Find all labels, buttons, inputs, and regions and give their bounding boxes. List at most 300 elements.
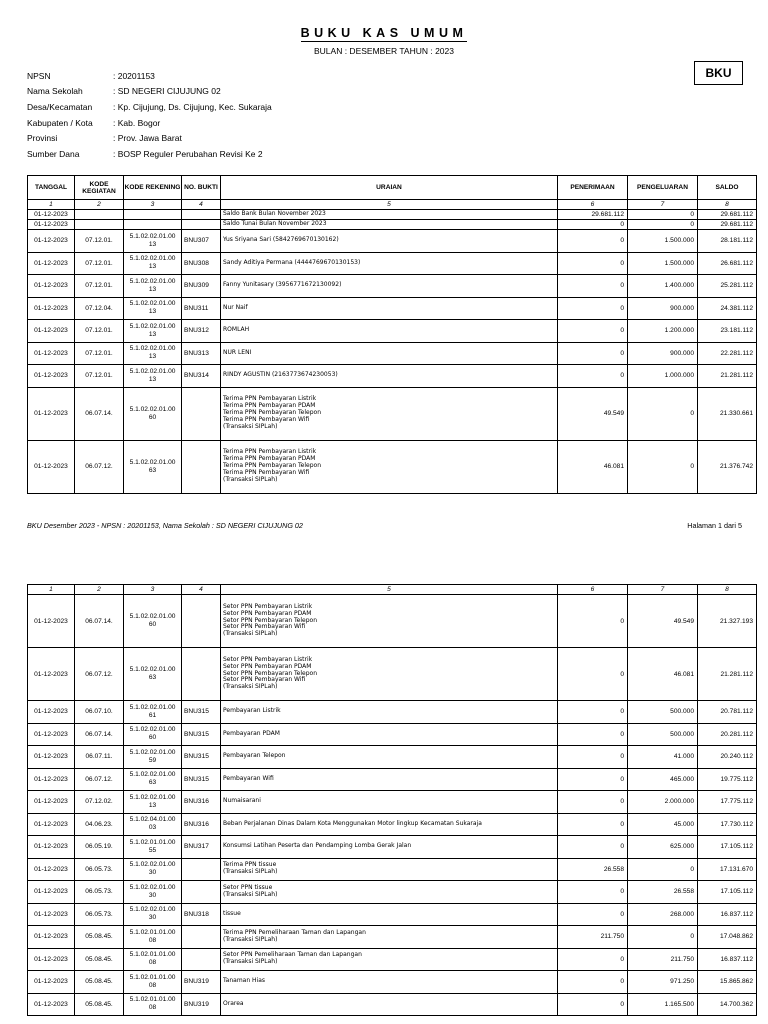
cell-kode-kegiatan: 07.12.01. <box>75 320 124 343</box>
identity-value: : Prov. Jawa Barat <box>113 133 182 144</box>
cell-kode-rekening: 5.1.02.02.01.00 61 <box>124 701 182 724</box>
cell-no-bukti <box>182 881 221 904</box>
cell-no-bukti: BNU316 <box>182 791 221 814</box>
col-header-kode-rekening: KODE REKENING <box>124 176 182 200</box>
cell-tanggal: 01-12-2023 <box>28 881 75 904</box>
table-row <box>28 813 757 836</box>
cell-penerimaan: 0 <box>558 971 628 994</box>
cell-kode-rekening: 5.1.02.02.01.00 13 <box>124 365 182 388</box>
cell-no-bukti: BNU319 <box>182 993 221 1016</box>
col-number: 3 <box>124 585 182 595</box>
cell-no-bukti: BNU309 <box>182 275 221 298</box>
page-footer <box>27 521 742 530</box>
cell-saldo: 17.730.112 <box>698 813 757 836</box>
table-row <box>28 230 757 253</box>
cell-no-bukti <box>182 948 221 971</box>
cell-uraian: Terima PPN Pembayaran Listrik Terima PPN Pembayaran PDAM Terima PPN Pembayaran Telepon Terima PPN Pembayaran Wifi (Transaksi SIPLah) <box>221 387 558 440</box>
cell-kode-rekening: 5.1.02.02.01.00 30 <box>124 881 182 904</box>
table-row <box>28 387 757 440</box>
ledger-table-page-2 <box>27 584 757 1016</box>
table-header-row <box>28 176 757 200</box>
cell-penerimaan: 29.681.112 <box>558 210 628 220</box>
table-row <box>28 746 757 769</box>
cell-kode-rekening: 5.1.02.02.01.00 13 <box>124 320 182 343</box>
cell-penerimaan: 0 <box>558 648 628 701</box>
cell-tanggal: 01-12-2023 <box>28 210 75 220</box>
cell-kode-kegiatan: 06.07.12. <box>75 768 124 791</box>
cell-penerimaan: 49.549 <box>558 387 628 440</box>
cell-saldo: 21.330.661 <box>698 387 757 440</box>
cell-saldo: 21.327.193 <box>698 595 757 648</box>
cell-saldo: 17.105.112 <box>698 881 757 904</box>
cell-tanggal: 01-12-2023 <box>28 768 75 791</box>
cell-uraian: tissue <box>221 903 558 926</box>
cell-saldo: 29.681.112 <box>698 220 757 230</box>
table-row <box>28 723 757 746</box>
cell-kode-kegiatan: 06.07.14. <box>75 723 124 746</box>
cell-kode-rekening: 5.1.02.02.01.00 13 <box>124 252 182 275</box>
cell-no-bukti <box>182 648 221 701</box>
cell-kode-rekening <box>124 210 182 220</box>
cell-saldo: 17.131.670 <box>698 858 757 881</box>
identity-value: : 20201153 <box>113 70 155 81</box>
cell-pengeluaran: 500.000 <box>628 723 698 746</box>
cell-pengeluaran: 45.000 <box>628 813 698 836</box>
document-subtitle: BULAN : DESEMBER TAHUN : 2023 <box>314 46 454 56</box>
table-row <box>28 210 757 220</box>
cell-penerimaan: 0 <box>558 297 628 320</box>
cell-kode-rekening: 5.1.02.02.01.00 13 <box>124 297 182 320</box>
cell-uraian: ROMLAH <box>221 320 558 343</box>
cell-no-bukti: BNU319 <box>182 971 221 994</box>
table-row <box>28 926 757 949</box>
col-number: 2 <box>75 200 124 210</box>
cell-pengeluaran: 1.500.000 <box>628 252 698 275</box>
cell-kode-rekening <box>124 220 182 230</box>
cell-no-bukti <box>182 858 221 881</box>
table-row <box>28 701 757 724</box>
cell-kode-kegiatan: 06.05.19. <box>75 836 124 859</box>
cell-kode-kegiatan: 07.12.01. <box>75 275 124 298</box>
cell-saldo: 20.781.112 <box>698 701 757 724</box>
cell-pengeluaran: 1.000.000 <box>628 365 698 388</box>
identity-label: Desa/Kecamatan <box>27 101 93 112</box>
cell-penerimaan: 0 <box>558 275 628 298</box>
col-number: 7 <box>628 585 698 595</box>
table-row <box>28 365 757 388</box>
cell-tanggal: 01-12-2023 <box>28 648 75 701</box>
cell-uraian: Pembayaran Wifi <box>221 768 558 791</box>
cell-no-bukti: BNU317 <box>182 836 221 859</box>
col-number: 8 <box>698 200 757 210</box>
cell-kode-kegiatan: 05.08.45. <box>75 948 124 971</box>
col-number: 3 <box>124 200 182 210</box>
cell-penerimaan: 0 <box>558 342 628 365</box>
cell-saldo: 17.775.112 <box>698 791 757 814</box>
cell-no-bukti <box>182 440 221 493</box>
identity-row <box>27 84 272 100</box>
cell-uraian: Terima PPN Pembayaran Listrik Terima PPN Pembayaran PDAM Terima PPN Pembayaran Telepon Terima PPN Pembayaran Wifi (Transaksi SIPLah) <box>221 440 558 493</box>
table-row <box>28 858 757 881</box>
cell-penerimaan: 0 <box>558 252 628 275</box>
cell-saldo: 16.837.112 <box>698 903 757 926</box>
col-number: 6 <box>558 585 628 595</box>
table-row <box>28 881 757 904</box>
cell-penerimaan: 0 <box>558 813 628 836</box>
cell-saldo: 20.240.112 <box>698 746 757 769</box>
cell-uraian: Fanny Yunitasary (3956771672130092) <box>221 275 558 298</box>
ledger-table-page-1 <box>27 175 757 494</box>
cell-penerimaan: 0 <box>558 881 628 904</box>
identity-label: Kabupaten / Kota <box>27 117 93 128</box>
identity-row <box>27 115 272 131</box>
table-row <box>28 275 757 298</box>
cell-uraian: Terima PPN Pemeliharaan Taman dan Lapangan (Transaksi SIPLah) <box>221 926 558 949</box>
cell-kode-kegiatan: 06.05.73. <box>75 858 124 881</box>
cell-tanggal: 01-12-2023 <box>28 365 75 388</box>
col-number: 4 <box>182 585 221 595</box>
cell-saldo: 29.681.112 <box>698 210 757 220</box>
cell-kode-rekening: 5.1.02.02.01.00 60 <box>124 595 182 648</box>
document-title: BUKU KAS UMUM <box>300 26 468 40</box>
cell-saldo: 21.376.742 <box>698 440 757 493</box>
cell-kode-kegiatan: 06.07.14. <box>75 387 124 440</box>
col-number: 2 <box>75 585 124 595</box>
cell-uraian: Pembayaran PDAM <box>221 723 558 746</box>
cell-pengeluaran: 0 <box>628 858 698 881</box>
cell-kode-rekening: 5.1.02.02.01.00 63 <box>124 648 182 701</box>
cell-kode-rekening: 5.1.02.01.01.00 08 <box>124 993 182 1016</box>
col-number: 8 <box>698 585 757 595</box>
col-number: 5 <box>221 585 558 595</box>
cell-no-bukti <box>182 926 221 949</box>
cell-tanggal: 01-12-2023 <box>28 836 75 859</box>
cell-tanggal: 01-12-2023 <box>28 791 75 814</box>
cell-pengeluaran: 0 <box>628 210 698 220</box>
table-row <box>28 252 757 275</box>
table-row <box>28 648 757 701</box>
cell-saldo: 24.381.112 <box>698 297 757 320</box>
cell-no-bukti: BNU315 <box>182 701 221 724</box>
page-gap <box>0 548 768 584</box>
cell-kode-rekening: 5.1.02.02.01.00 13 <box>124 230 182 253</box>
cell-tanggal: 01-12-2023 <box>28 813 75 836</box>
cell-uraian: Pembayaran Telepon <box>221 746 558 769</box>
cell-no-bukti: BNU308 <box>182 252 221 275</box>
cell-uraian: Yus Sriyana Sari (5842769670130162) <box>221 230 558 253</box>
cell-penerimaan: 46.081 <box>558 440 628 493</box>
cell-no-bukti: BNU311 <box>182 297 221 320</box>
cell-no-bukti: BNU316 <box>182 813 221 836</box>
cell-penerimaan: 0 <box>558 903 628 926</box>
cell-uraian: Konsumsi Latihan Peserta dan Pendamping Lomba Gerak Jalan <box>221 836 558 859</box>
col-number: 5 <box>221 200 558 210</box>
cell-penerimaan: 0 <box>558 746 628 769</box>
cell-pengeluaran: 211.750 <box>628 948 698 971</box>
identity-row <box>27 99 272 115</box>
cell-kode-rekening: 5.1.02.02.01.00 13 <box>124 791 182 814</box>
table-row <box>28 297 757 320</box>
cell-uraian: Beban Perjalanan Dinas Dalam Kota Menggunakan Motor lingkup Kecamatan Sukaraja <box>221 813 558 836</box>
cell-uraian: RINDY AGUSTIN (2163773674230053) <box>221 365 558 388</box>
cell-no-bukti <box>182 210 221 220</box>
cell-uraian: Orarea <box>221 993 558 1016</box>
cell-tanggal: 01-12-2023 <box>28 220 75 230</box>
cell-penerimaan: 0 <box>558 230 628 253</box>
cell-saldo: 16.837.112 <box>698 948 757 971</box>
identity-value: : SD NEGERI CIJUJUNG 02 <box>113 86 221 97</box>
cell-tanggal: 01-12-2023 <box>28 440 75 493</box>
cell-penerimaan: 0 <box>558 791 628 814</box>
cell-penerimaan: 0 <box>558 320 628 343</box>
col-number: 4 <box>182 200 221 210</box>
identity-row <box>27 68 272 84</box>
cell-kode-rekening: 5.1.02.02.01.00 60 <box>124 387 182 440</box>
identity-label: Provinsi <box>27 133 58 144</box>
cell-kode-rekening: 5.1.02.01.01.00 08 <box>124 948 182 971</box>
cell-kode-kegiatan: 04.06.23. <box>75 813 124 836</box>
col-number: 7 <box>628 200 698 210</box>
cell-kode-kegiatan <box>75 210 124 220</box>
table-row <box>28 342 757 365</box>
cell-kode-rekening: 5.1.02.02.01.00 13 <box>124 275 182 298</box>
document-page-2 <box>0 584 768 1024</box>
cell-kode-rekening: 5.1.02.02.01.00 30 <box>124 858 182 881</box>
cell-saldo: 23.181.112 <box>698 320 757 343</box>
table-row <box>28 948 757 971</box>
cell-penerimaan: 0 <box>558 595 628 648</box>
cell-kode-kegiatan <box>75 220 124 230</box>
cell-uraian: Nur Naif <box>221 297 558 320</box>
cell-kode-kegiatan: 05.08.45. <box>75 926 124 949</box>
identity-value: : Kab. Bogor <box>113 117 161 128</box>
cell-tanggal: 01-12-2023 <box>28 926 75 949</box>
cell-tanggal: 01-12-2023 <box>28 948 75 971</box>
cell-kode-kegiatan: 05.08.45. <box>75 993 124 1016</box>
cell-tanggal: 01-12-2023 <box>28 387 75 440</box>
cell-tanggal: 01-12-2023 <box>28 723 75 746</box>
cell-pengeluaran: 0 <box>628 220 698 230</box>
identity-value: : BOSP Reguler Perubahan Revisi Ke 2 <box>113 148 263 159</box>
cell-pengeluaran: 1.200.000 <box>628 320 698 343</box>
cell-penerimaan: 0 <box>558 948 628 971</box>
cell-no-bukti: BNU314 <box>182 365 221 388</box>
cell-kode-rekening: 5.1.02.02.01.00 63 <box>124 440 182 493</box>
table-row <box>28 903 757 926</box>
col-number: 1 <box>28 585 75 595</box>
cell-kode-rekening: 5.1.02.02.01.00 60 <box>124 723 182 746</box>
cell-tanggal: 01-12-2023 <box>28 297 75 320</box>
cell-tanggal: 01-12-2023 <box>28 971 75 994</box>
table-row <box>28 836 757 859</box>
cell-no-bukti <box>182 595 221 648</box>
cell-kode-rekening: 5.1.02.02.01.00 59 <box>124 746 182 769</box>
cell-kode-kegiatan: 07.12.01. <box>75 252 124 275</box>
cell-uraian: Pembayaran Listrik <box>221 701 558 724</box>
col-header-saldo: SALDO <box>698 176 757 200</box>
col-number: 1 <box>28 200 75 210</box>
cell-kode-kegiatan: 06.05.73. <box>75 881 124 904</box>
footer-document-info: BKU Desember 2023 - NPSN : 20201153, Nama Sekolah : SD NEGERI CIJUJUNG 02 <box>27 521 303 530</box>
cell-pengeluaran: 26.558 <box>628 881 698 904</box>
table-row <box>28 791 757 814</box>
cell-penerimaan: 26.558 <box>558 858 628 881</box>
cell-uraian: NUR LENI <box>221 342 558 365</box>
cell-saldo: 17.048.862 <box>698 926 757 949</box>
cell-kode-rekening: 5.1.02.02.01.00 63 <box>124 768 182 791</box>
cell-kode-kegiatan: 07.12.01. <box>75 342 124 365</box>
cell-pengeluaran: 41.000 <box>628 746 698 769</box>
cell-no-bukti: BNU315 <box>182 723 221 746</box>
cell-pengeluaran: 0 <box>628 926 698 949</box>
cell-kode-kegiatan: 06.07.10. <box>75 701 124 724</box>
cell-tanggal: 01-12-2023 <box>28 252 75 275</box>
cell-pengeluaran: 2.000.000 <box>628 791 698 814</box>
cell-penerimaan: 0 <box>558 836 628 859</box>
cell-saldo: 20.281.112 <box>698 723 757 746</box>
cell-penerimaan: 0 <box>558 723 628 746</box>
cell-tanggal: 01-12-2023 <box>28 320 75 343</box>
col-header-no-bukti: NO. BUKTI <box>182 176 221 200</box>
identity-label: NPSN <box>27 70 51 81</box>
cell-uraian: Setor PPN tissue (Transaksi SIPLah) <box>221 881 558 904</box>
cell-pengeluaran: 971.250 <box>628 971 698 994</box>
cell-pengeluaran: 625.000 <box>628 836 698 859</box>
cell-tanggal: 01-12-2023 <box>28 275 75 298</box>
col-number: 6 <box>558 200 628 210</box>
cell-kode-kegiatan: 06.07.11. <box>75 746 124 769</box>
identity-label: Nama Sekolah <box>27 86 83 97</box>
cell-kode-kegiatan: 07.12.04. <box>75 297 124 320</box>
column-number-row <box>28 200 757 210</box>
cell-penerimaan: 0 <box>558 220 628 230</box>
cell-no-bukti <box>182 220 221 230</box>
bku-badge: BKU <box>694 61 743 85</box>
cell-tanggal: 01-12-2023 <box>28 342 75 365</box>
cell-pengeluaran: 46.081 <box>628 648 698 701</box>
cell-uraian: Setor PPN Pembayaran Listrik Setor PPN Pembayaran PDAM Setor PPN Pembayaran Telepon Setor PPN Pembayaran Wifi (Transaksi SIPLah) <box>221 595 558 648</box>
cell-kode-kegiatan: 07.12.01. <box>75 230 124 253</box>
ledger-body-page-1 <box>28 210 757 494</box>
identity-value: : Kp. Cijujung, Ds. Cijujung, Kec. Sukaraja <box>113 101 272 112</box>
col-header-kode-kegiatan: KODE KEGIATAN <box>75 176 124 200</box>
cell-kode-kegiatan: 06.05.73. <box>75 903 124 926</box>
table-row <box>28 320 757 343</box>
cell-kode-rekening: 5.1.02.04.01.00 03 <box>124 813 182 836</box>
cell-kode-kegiatan: 07.12.02. <box>75 791 124 814</box>
cell-no-bukti: BNU307 <box>182 230 221 253</box>
cell-tanggal: 01-12-2023 <box>28 858 75 881</box>
col-header-pengeluaran: PENGELUARAN <box>628 176 698 200</box>
cell-kode-kegiatan: 05.08.45. <box>75 971 124 994</box>
identity-label: Sumber Dana <box>27 148 80 159</box>
cell-tanggal: 01-12-2023 <box>28 993 75 1016</box>
cell-kode-rekening: 5.1.02.01.01.00 08 <box>124 926 182 949</box>
cell-penerimaan: 0 <box>558 993 628 1016</box>
cell-kode-kegiatan: 06.07.14. <box>75 595 124 648</box>
cell-uraian: Sandy Aditiya Permana (4444769670130153) <box>221 252 558 275</box>
identity-row <box>27 146 272 162</box>
cell-kode-rekening: 5.1.02.01.01.00 55 <box>124 836 182 859</box>
column-number-row <box>28 585 757 595</box>
cell-saldo: 26.681.112 <box>698 252 757 275</box>
cell-tanggal: 01-12-2023 <box>28 903 75 926</box>
cell-saldo: 28.181.112 <box>698 230 757 253</box>
cell-penerimaan: 0 <box>558 701 628 724</box>
cell-kode-rekening: 5.1.02.01.01.00 08 <box>124 971 182 994</box>
col-header-tanggal: TANGGAL <box>28 176 75 200</box>
cell-kode-rekening: 5.1.02.02.01.00 30 <box>124 903 182 926</box>
cell-pengeluaran: 900.000 <box>628 297 698 320</box>
cell-kode-kegiatan: 07.12.01. <box>75 365 124 388</box>
cell-uraian: Terima PPN tissue (Transaksi SIPLah) <box>221 858 558 881</box>
cell-tanggal: 01-12-2023 <box>28 701 75 724</box>
cell-penerimaan: 211.750 <box>558 926 628 949</box>
cell-uraian: Numaisarani <box>221 791 558 814</box>
ledger-body-page-2 <box>28 595 757 1016</box>
footer-page-number: Halaman 1 dari 5 <box>687 521 742 530</box>
cell-uraian: Saldo Bank Bulan November 2023 <box>221 210 558 220</box>
table-row <box>28 993 757 1016</box>
cell-no-bukti: BNU313 <box>182 342 221 365</box>
cell-saldo: 25.281.112 <box>698 275 757 298</box>
cell-saldo: 14.700.362 <box>698 993 757 1016</box>
cell-saldo: 21.281.112 <box>698 365 757 388</box>
cell-saldo: 22.281.112 <box>698 342 757 365</box>
cell-tanggal: 01-12-2023 <box>28 746 75 769</box>
cell-no-bukti: BNU318 <box>182 903 221 926</box>
cell-tanggal: 01-12-2023 <box>28 230 75 253</box>
cell-no-bukti: BNU312 <box>182 320 221 343</box>
table-row <box>28 440 757 493</box>
cell-pengeluaran: 1.165.500 <box>628 993 698 1016</box>
school-identity <box>27 68 272 162</box>
cell-pengeluaran: 500.000 <box>628 701 698 724</box>
table-row <box>28 768 757 791</box>
cell-penerimaan: 0 <box>558 768 628 791</box>
cell-pengeluaran: 49.549 <box>628 595 698 648</box>
cell-no-bukti: BNU315 <box>182 768 221 791</box>
cell-pengeluaran: 0 <box>628 387 698 440</box>
cell-uraian: Saldo Tunai Bulan November 2023 <box>221 220 558 230</box>
col-header-penerimaan: PENERIMAAN <box>558 176 628 200</box>
table-row <box>28 971 757 994</box>
cell-saldo: 17.105.112 <box>698 836 757 859</box>
cell-kode-kegiatan: 06.07.12. <box>75 440 124 493</box>
table-row <box>28 595 757 648</box>
cell-pengeluaran: 1.400.000 <box>628 275 698 298</box>
cell-saldo: 21.281.112 <box>698 648 757 701</box>
identity-row <box>27 130 272 146</box>
cell-uraian: Setor PPN Pembayaran Listrik Setor PPN Pembayaran PDAM Setor PPN Pembayaran Telepon Setor PPN Pembayaran Wifi (Transaksi SIPLah) <box>221 648 558 701</box>
cell-saldo: 15.865.862 <box>698 971 757 994</box>
cell-uraian: Setor PPN Pemeliharaan Taman dan Lapangan (Transaksi SIPLah) <box>221 948 558 971</box>
cell-pengeluaran: 0 <box>628 440 698 493</box>
cell-kode-rekening: 5.1.02.02.01.00 13 <box>124 342 182 365</box>
cell-pengeluaran: 268.000 <box>628 903 698 926</box>
cell-kode-kegiatan: 06.07.12. <box>75 648 124 701</box>
table-row <box>28 220 757 230</box>
cell-pengeluaran: 465.000 <box>628 768 698 791</box>
cell-no-bukti <box>182 387 221 440</box>
cell-uraian: Tanaman Hias <box>221 971 558 994</box>
cell-saldo: 19.775.112 <box>698 768 757 791</box>
cell-pengeluaran: 1.500.000 <box>628 230 698 253</box>
cell-no-bukti: BNU315 <box>182 746 221 769</box>
cell-pengeluaran: 900.000 <box>628 342 698 365</box>
col-header-uraian: URAIAN <box>221 176 558 200</box>
cell-tanggal: 01-12-2023 <box>28 595 75 648</box>
